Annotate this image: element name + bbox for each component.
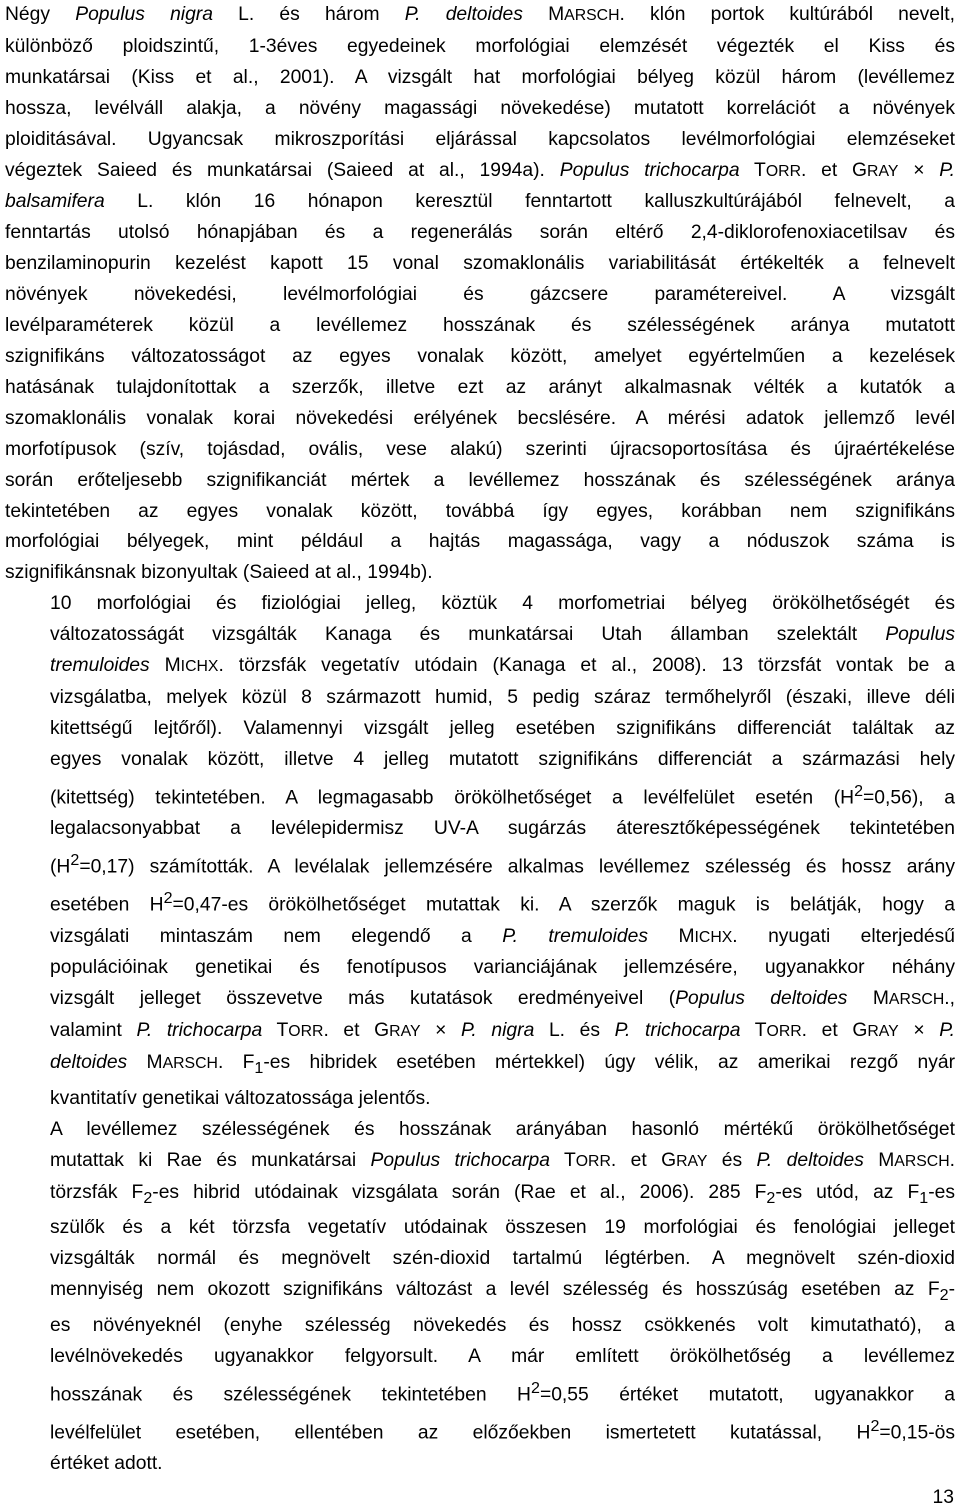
text-line: ploiditásával. Ugyancsak mikroszporítási eljárással kapcsolatos levélmorfológiai elemzéseket bbox=[5, 128, 955, 150]
text-line: levélnövekedés ugyanakkor felgyorsult. A már említett örökölhetőség a levéllemez bbox=[50, 1345, 955, 1367]
text-line: morfológiai bélyegek, mint például a hajtás magassága, vagy a nóduszok száma is bbox=[5, 531, 955, 553]
text-line: legalacsonyabbat a levélepidermisz UV-A sugárzás áteresztőképességének tekintetében bbox=[50, 817, 955, 839]
paragraph-3 bbox=[5, 1115, 955, 1481]
text-line: populációinak genetikai és fenotípusos varianciájának jellemzésére, ugyanakkor néhány bbox=[50, 957, 955, 979]
text-line: A levéllemez szélességének és hosszának arányában hasonló mértékű örökölhetőséget bbox=[50, 1118, 955, 1140]
text-line: vizsgálták normál és megnövelt szén-dioxid tartalmú légtérben. A megnövelt szén-dioxid bbox=[50, 1248, 955, 1270]
text-line: kitettségű lejtőről). Valamennyi vizsgált jelleg esetében szignifikáns differenciát találtak az bbox=[50, 717, 955, 739]
text-line: munkatársai (Kiss et al., 2001). A vizsgált hat morfológiai bélyeg közül három (levéllemez bbox=[5, 66, 955, 88]
text-line: esetében $H^2=0,47-es$ örökölhetőséget mutattak ki. A szerzők maguk is belátják, hogy a bbox=[50, 889, 955, 916]
text-line: változatosságát vizsgálták Kanaga és munkatársai Utah államban szelektált Populus bbox=[50, 624, 955, 646]
paragraph-2 bbox=[5, 589, 955, 1115]
text-line: növények növekedési, levélmorfológiai és gázcsere paramétereivel. A vizsgált bbox=[5, 284, 955, 306]
text-line: 10 morfológiai és fiziológiai jelleg, köztük 4 morfometriai bélyeg örökölhetőségét és bbox=[50, 593, 955, 615]
text-line: szignifikáns változatosságot az egyes vonalak között, amelyet egyértelműen a kezelések bbox=[5, 345, 955, 367]
text-line: benzilaminopurin kezelést kapott 15 vonal szomaklonális variabilitását értékelték a felnevelt bbox=[5, 253, 955, 275]
text-line: hatásának tulajdonítottak a szerzők, illetve ezt az arányt alkalmasnak vélték a kutatók a bbox=[5, 376, 955, 398]
text-line: tekintetében az egyes vonalak között, továbbá így egyes, korábban nem szignifikáns bbox=[5, 500, 955, 522]
text-line: es növényeknél (enyhe szélesség növekedés és hossz csökkenés volt kimutatható), a bbox=[50, 1315, 955, 1336]
text-line: végeztek Saieed és munkatársai (Saieed at al., 1994a). Populus trichocarpa TORR. et GRAY × P. bbox=[5, 159, 956, 181]
text-line: Négy Populus nigra L. és három P. deltoides MARSCH. klón portok kultúrából nevelt, bbox=[5, 4, 955, 25]
text-line: $(H^2=0,17)$ számították. A levélalak jellemzésére alkalmas levéllemez szélesség és hossz arány bbox=[50, 850, 955, 878]
text-line: valamint P. trichocarpa TORR. et GRAY × P. nigra L. és P. trichocarpa TORR. et GRAY × P. bbox=[50, 1020, 955, 1042]
text-line: vizsgálati mintaszám nem elegendő a P. tremuloides MICHX. nyugati elterjedésű bbox=[50, 925, 955, 947]
text-line: szomaklonális vonalak korai növekedési erélyének becslésére. A mérési adatok jellemző levél bbox=[5, 407, 955, 429]
text-line: (kitettség) tekintetében. A legmagasabb örökölhetőséget a levélfelület esetén $(H^2=0,56)$, a bbox=[50, 781, 955, 809]
text-line: deltoides MARSCH. $F_1-es$ hibridek esetében mértekkel) úgy vélik, az amerikai rezgő nyár bbox=[50, 1052, 955, 1078]
text-line: vizsgálatba, melyek közül 8 származott humid, 5 pedig száraz termőhelyről (északi, illeve déli bbox=[50, 686, 955, 708]
text-line: kvantitatív genetikai változatossága jelentős. bbox=[50, 1087, 431, 1109]
text-line: hossza, levélváll alakja, a növény magassági növekedése) mutatott korrelációt a növények bbox=[5, 97, 955, 119]
text-line: fenntartás utolsó hónapjában és a regenerálás során eltérő 2,4-diklorofenoxiacetilsav és bbox=[5, 222, 955, 244]
text-line: hosszának és szélességének tekintetében $H^2=0,55$ értéket mutatott, ugyanakkor a bbox=[50, 1378, 955, 1406]
text-line: morfotípusok (szív, tojásdad, ovális, vese alakú) szerinti újracsoportosítása és újraértékelése bbox=[5, 438, 955, 460]
text-line: értéket adott. bbox=[50, 1453, 163, 1475]
paragraph-1 bbox=[5, 0, 955, 589]
text-line: balsamifera L. klón 16 hónapon keresztül fenntartott kalluszkultúrájából felnevelt, a bbox=[5, 191, 955, 213]
page-number: 13 bbox=[932, 1487, 954, 1508]
document-page bbox=[5, 0, 955, 1480]
text-line: különböző ploidszintű, 1-3éves egyedeinek morfológiai elemzését végezték el Kiss és bbox=[5, 35, 955, 57]
text-line: levélfelület esetében, ellentében az előzőekben ismertetett kutatással, $H^2=0,15-ös$ bbox=[50, 1417, 955, 1444]
text-line: tremuloides MICHX. törzsfák vegetatív utódain (Kanaga et al., 2008). 13 törzsfát vontak be a bbox=[50, 655, 955, 677]
text-line: szülők és a két törzsfa vegetatív utódainak összesen 19 morfológiai és fenológiai jelleget bbox=[50, 1217, 955, 1239]
text-line: törzsfák $F_2-es$ hibrid utódainak vizsgálata során (Rae et al., 2006). 285 $F_2-es$ utód, az $F_1-es$ bbox=[50, 1181, 955, 1207]
text-line: levélparaméterek közül a levéllemez hosszának és szélességének aránya mutatott bbox=[5, 315, 955, 337]
text-line: szignifikánsnak bizonyultak (Saieed at al., 1994b). bbox=[5, 562, 433, 584]
text-line: vizsgált jelleget összevetve más kutatások eredményeivel (Populus deltoides MARSCH., bbox=[50, 988, 955, 1010]
text-line: mutattak ki Rae és munkatársai Populus trichocarpa TORR. et GRAY és P. deltoides MARSCH. bbox=[50, 1149, 955, 1171]
text-line: során erőteljesebb szignifikanciát mértek a levéllemez hosszának és szélességének aránya bbox=[5, 469, 955, 491]
text-line: egyes vonalak között, illetve 4 jelleg mutatott szignifikáns differenciát a származási hely bbox=[50, 748, 955, 770]
text-line: mennyiség nem okozott szignifikáns változást a levél szélesség és hosszúság esetében az $F_2-$ bbox=[50, 1279, 955, 1305]
